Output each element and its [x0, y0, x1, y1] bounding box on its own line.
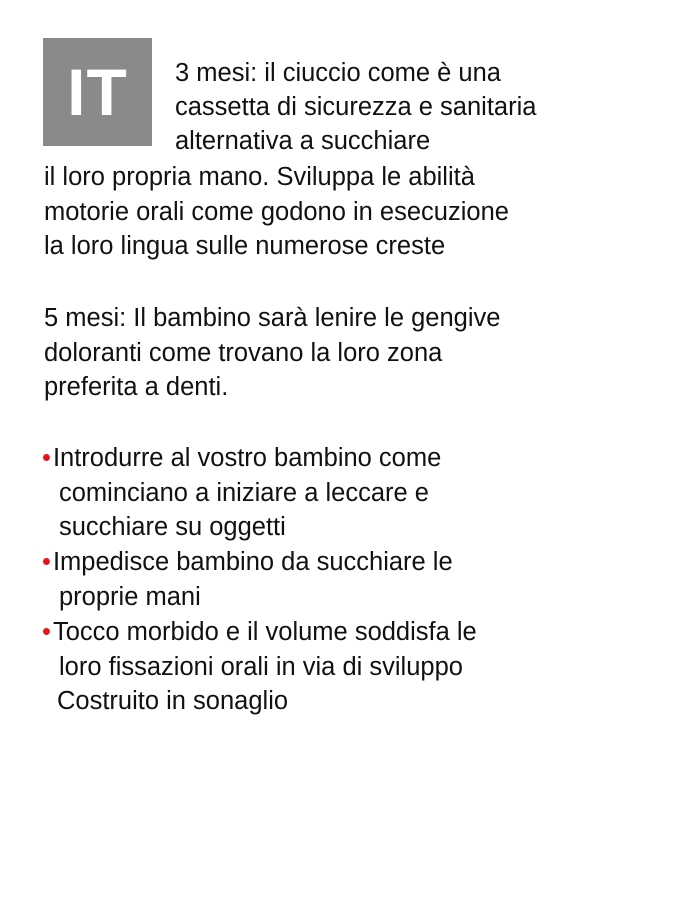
para1-line-6: la loro lingua sulle numerose creste: [44, 232, 446, 260]
bullet-item-2-line-1: Impedisce bambino da succhiare le: [52, 548, 453, 576]
bullet-item-2-line-2: proprie mani: [59, 583, 201, 611]
para2-line-3: preferita a denti.: [44, 373, 229, 401]
bullet-item-1: [42, 441, 441, 475]
para1-line-4: il loro propria mano. Sviluppa le abilità: [44, 163, 475, 191]
para1-line-3: alternativa a succhiare: [175, 127, 431, 155]
para2-line-2: doloranti come trovano la loro zona: [44, 339, 443, 367]
para1-line-2: cassetta di sicurezza e sanitaria: [175, 93, 537, 121]
language-badge: [43, 38, 152, 146]
para1-line-1: 3 mesi: il ciuccio come è una: [175, 59, 501, 87]
bullet-item-1-line-1: Introdurre al vostro bambino come: [52, 444, 442, 472]
bullet-item-2: [42, 545, 453, 579]
bullet-item-1-line-3: succhiare su oggetti: [59, 513, 286, 541]
bullet-item-1-line-2: cominciano a iniziare a leccare e: [59, 479, 429, 507]
para2-line-1: 5 mesi: Il bambino sarà lenire le gengive: [44, 304, 501, 332]
bullet-marker: •: [42, 548, 51, 576]
bullet-marker: •: [42, 618, 51, 646]
bullet-item-3-line-2: loro fissazioni orali in via di sviluppo: [59, 653, 463, 681]
bullet-marker: •: [42, 444, 51, 472]
language-badge-label: IT: [67, 55, 128, 129]
para1-line-5: motorie orali come godono in esecuzione: [44, 198, 509, 226]
bullet-item-3-line-1: Tocco morbido e il volume soddisfa le: [52, 618, 477, 646]
bullet-item-3: [42, 615, 477, 649]
bullet-trailing-line: Costruito in sonaglio: [57, 687, 289, 715]
